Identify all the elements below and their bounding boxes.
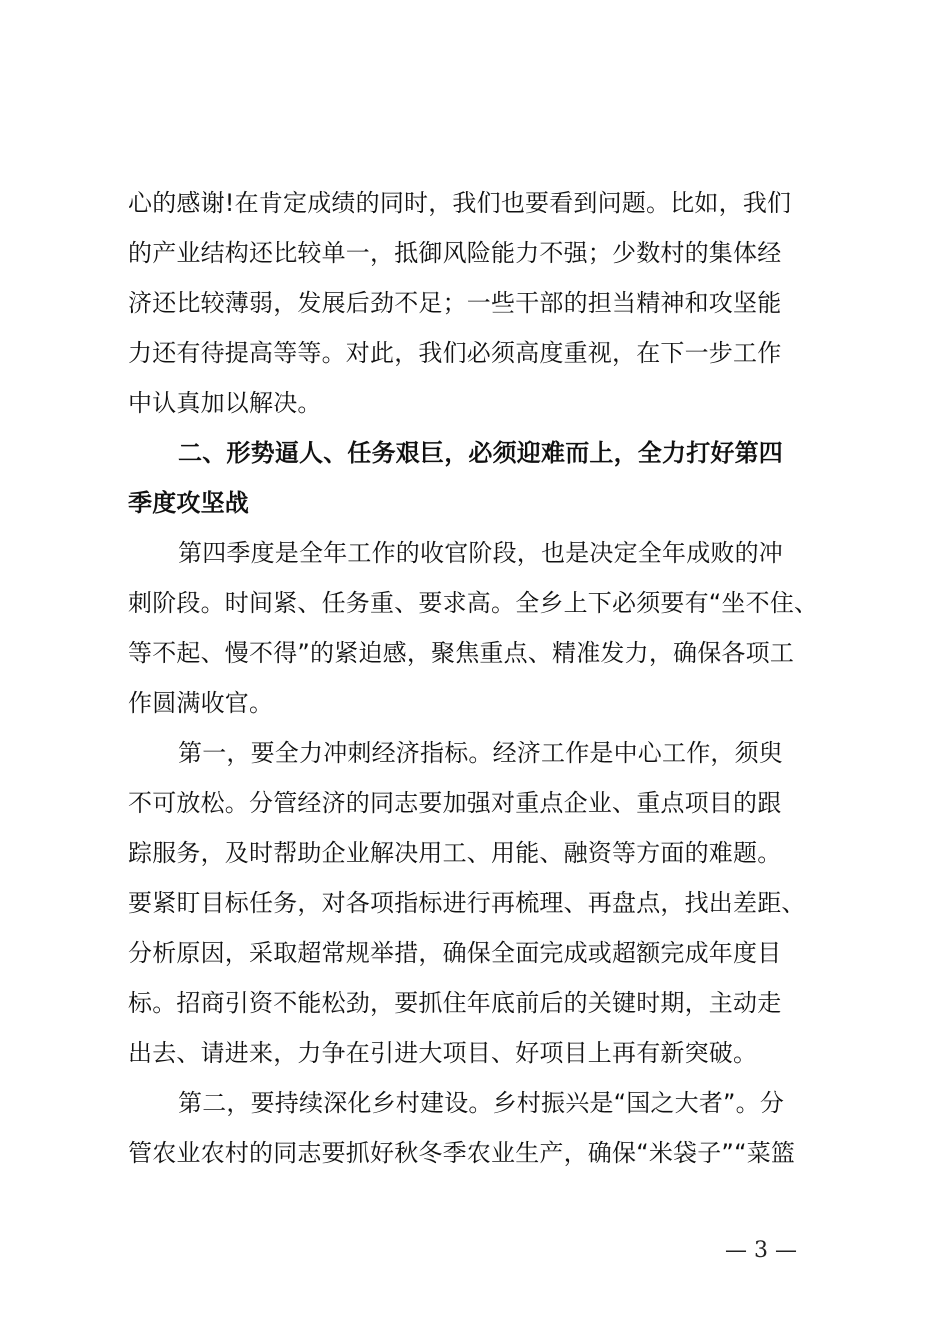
section-heading: 季度攻坚战 [128, 489, 249, 517]
section-heading: 二、形势逼人、任务艰巨，必须迎难而上，全力打好第四 [178, 439, 783, 467]
text-line: 济还比较薄弱，发展后劲不足；一些干部的担当精神和攻坚能 [128, 289, 782, 317]
text-line: 心的感谢!在肯定成绩的同时，我们也要看到问题。比如，我们 [128, 189, 792, 217]
text-line: 分析原因，采取超常规举措，确保全面完成或超额完成年度目 [128, 939, 782, 967]
text-line: 作圆满收官。 [128, 689, 274, 717]
text-line: 第一，要全力冲刺经济指标。经济工作是中心工作，须臾 [178, 739, 783, 767]
text-line: 出去、请进来，力争在引进大项目、好项目上再有新突破。 [128, 1039, 758, 1067]
text-line: 第二，要持续深化乡村建设。乡村振兴是“国之大者”。分 [178, 1089, 785, 1117]
text-line: 中认真加以解决。 [128, 389, 322, 417]
text-line: 要紧盯目标任务，对各项指标进行再梳理、再盘点，找出差距、 [128, 889, 806, 917]
text-line: 等不起、慢不得”的紧迫感，聚焦重点、精准发力，确保各项工 [128, 639, 795, 667]
text-line: 不可放松。分管经济的同志要加强对重点企业、重点项目的跟 [128, 789, 782, 817]
page-number: — 3 — [725, 1238, 797, 1263]
text-line: 的产业结构还比较单一，抵御风险能力不强；少数村的集体经 [128, 239, 782, 267]
text-line: 力还有待提高等等。对此，我们必须高度重视，在下一步工作 [128, 339, 782, 367]
text-line: 踪服务，及时帮助企业解决用工、用能、融资等方面的难题。 [128, 839, 782, 867]
text-line: 管农业农村的同志要抓好秋冬季农业生产，确保“米袋子”“菜篮 [128, 1139, 796, 1167]
text-line: 第四季度是全年工作的收官阶段，也是决定全年成败的冲 [178, 539, 783, 567]
text-line: 标。招商引资不能松劲，要抓住年底前后的关键时期，主动走 [128, 989, 782, 1017]
text-line: 刺阶段。时间紧、任务重、要求高。全乡上下必须要有“坐不住、 [128, 589, 819, 617]
